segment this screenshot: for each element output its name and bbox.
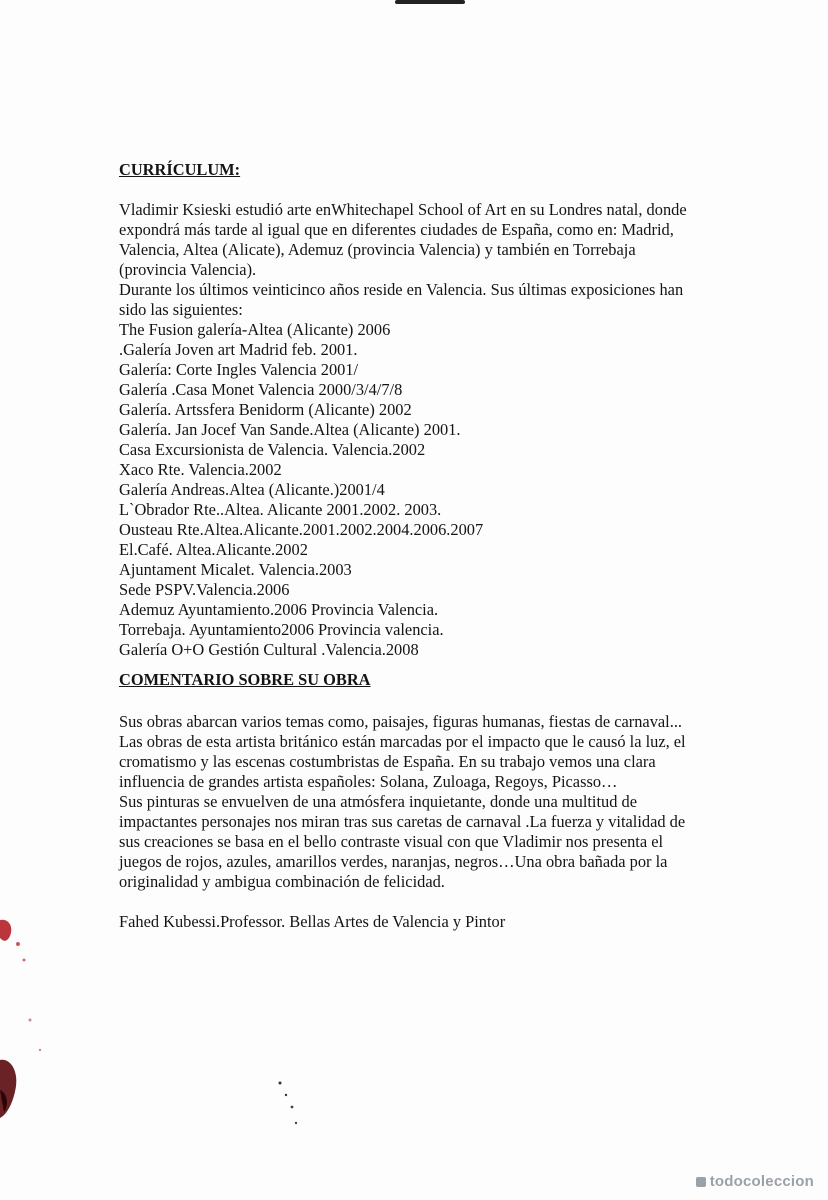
exhibition-list [119, 320, 739, 660]
comment-line: originalidad y ambigua combinación de felicidad. [119, 872, 445, 891]
comment-line: impactantes personajes nos miran tras sus caretas de carnaval .La fuerza y vitalidad de [119, 812, 686, 831]
watermark-logo-icon [696, 1177, 706, 1187]
heading-comentario: COMENTARIO SOBRE SU OBRA [119, 670, 371, 689]
exhibition-item: Torrebaja. Ayuntamiento2006 Provincia valencia. [119, 620, 444, 639]
exhibition-item: Galería. Artssfera Benidorm (Alicante) 2002 [119, 400, 412, 419]
exhibition-item: Galería O+O Gestión Cultural .Valencia.2008 [119, 640, 419, 659]
watermark [696, 1173, 814, 1190]
exhibition-item: Ajuntament Micalet. Valencia.2003 [119, 560, 352, 579]
comment-line: influencia de grandes artista españoles: Solana, Zuloaga, Regoys, Picasso… [119, 772, 618, 791]
comment-line: juegos de rojos, azules, amarillos verdes, naranjas, negros…Una obra bañada por la [119, 852, 668, 871]
bio-paragraph [119, 200, 739, 320]
exhibition-item: Ademuz Ayuntamiento.2006 Provincia Valencia. [119, 600, 439, 619]
exhibition-item: Sede PSPV.Valencia.2006 [119, 580, 290, 599]
paint-stain [0, 900, 60, 1200]
comment-line: cromatismo y las escenas costumbristas de España. En su trabajo vemos una clara [119, 752, 656, 771]
exhibition-item: Galería .Casa Monet Valencia 2000/3/4/7/8 [119, 380, 403, 399]
bio-line: expondrá más tarde al igual que en diferentes ciudades de España, como en: Madrid, [119, 220, 674, 239]
exhibition-item: Galería. Jan Jocef Van Sande.Altea (Alicante) 2001. [119, 420, 461, 439]
exhibition-item: Ousteau Rte.Altea.Alicante.2001.2002.2004.2006.2007 [119, 520, 484, 539]
exhibition-item: L`Obrador Rte..Altea. Alicante 2001.2002. 2003. [119, 500, 442, 519]
speckle-marks [270, 1075, 310, 1135]
exhibition-item: The Fusion galería-Altea (Alicante) 2006 [119, 320, 391, 339]
exhibition-item: Casa Excursionista de Valencia. Valencia.2002 [119, 440, 426, 459]
exhibition-item: El.Café. Altea.Alicante.2002 [119, 540, 308, 559]
bio-line: Durante los últimos veinticinco años reside en Valencia. Sus últimas exposiciones han [119, 280, 684, 299]
document-body [119, 160, 739, 932]
exhibition-item: Galería: Corte Ingles Valencia 2001/ [119, 360, 359, 379]
bio-line: Vladimir Ksieski estudió arte enWhitechapel School of Art en su Londres natal, donde [119, 200, 687, 219]
bio-line: (provincia Valencia). [119, 260, 257, 279]
exhibition-item: Xaco Rte. Valencia.2002 [119, 460, 282, 479]
bio-line: sido las siguientes: [119, 300, 243, 319]
comment-line: Sus pinturas se envuelven de una atmósfera inquietante, donde una multitud de [119, 792, 637, 811]
exhibition-item: Galería Andreas.Altea (Alicante.)2001/4 [119, 480, 385, 499]
signature: Fahed Kubessi.Professor. Bellas Artes de Valencia y Pintor [119, 912, 506, 931]
scan-artifact [395, 0, 465, 4]
heading-curriculum: CURRÍCULUM: [119, 160, 241, 179]
watermark-text: todocoleccion [709, 1173, 814, 1190]
exhibition-item: .Galería Joven art Madrid feb. 2001. [119, 340, 358, 359]
bio-line: Valencia, Altea (Alicate), Ademuz (provincia Valencia) y también en Torrebaja [119, 240, 636, 259]
comment-paragraph [119, 712, 739, 892]
comment-line: Sus obras abarcan varios temas como, paisajes, figuras humanas, fiestas de carnaval... [119, 712, 683, 731]
comment-line: sus creaciones se basa en el bello contraste visual con que Vladimir nos presenta el [119, 832, 664, 851]
comment-line: Las obras de esta artista británico están marcadas por el impacto que le causó la luz, el [119, 732, 686, 751]
